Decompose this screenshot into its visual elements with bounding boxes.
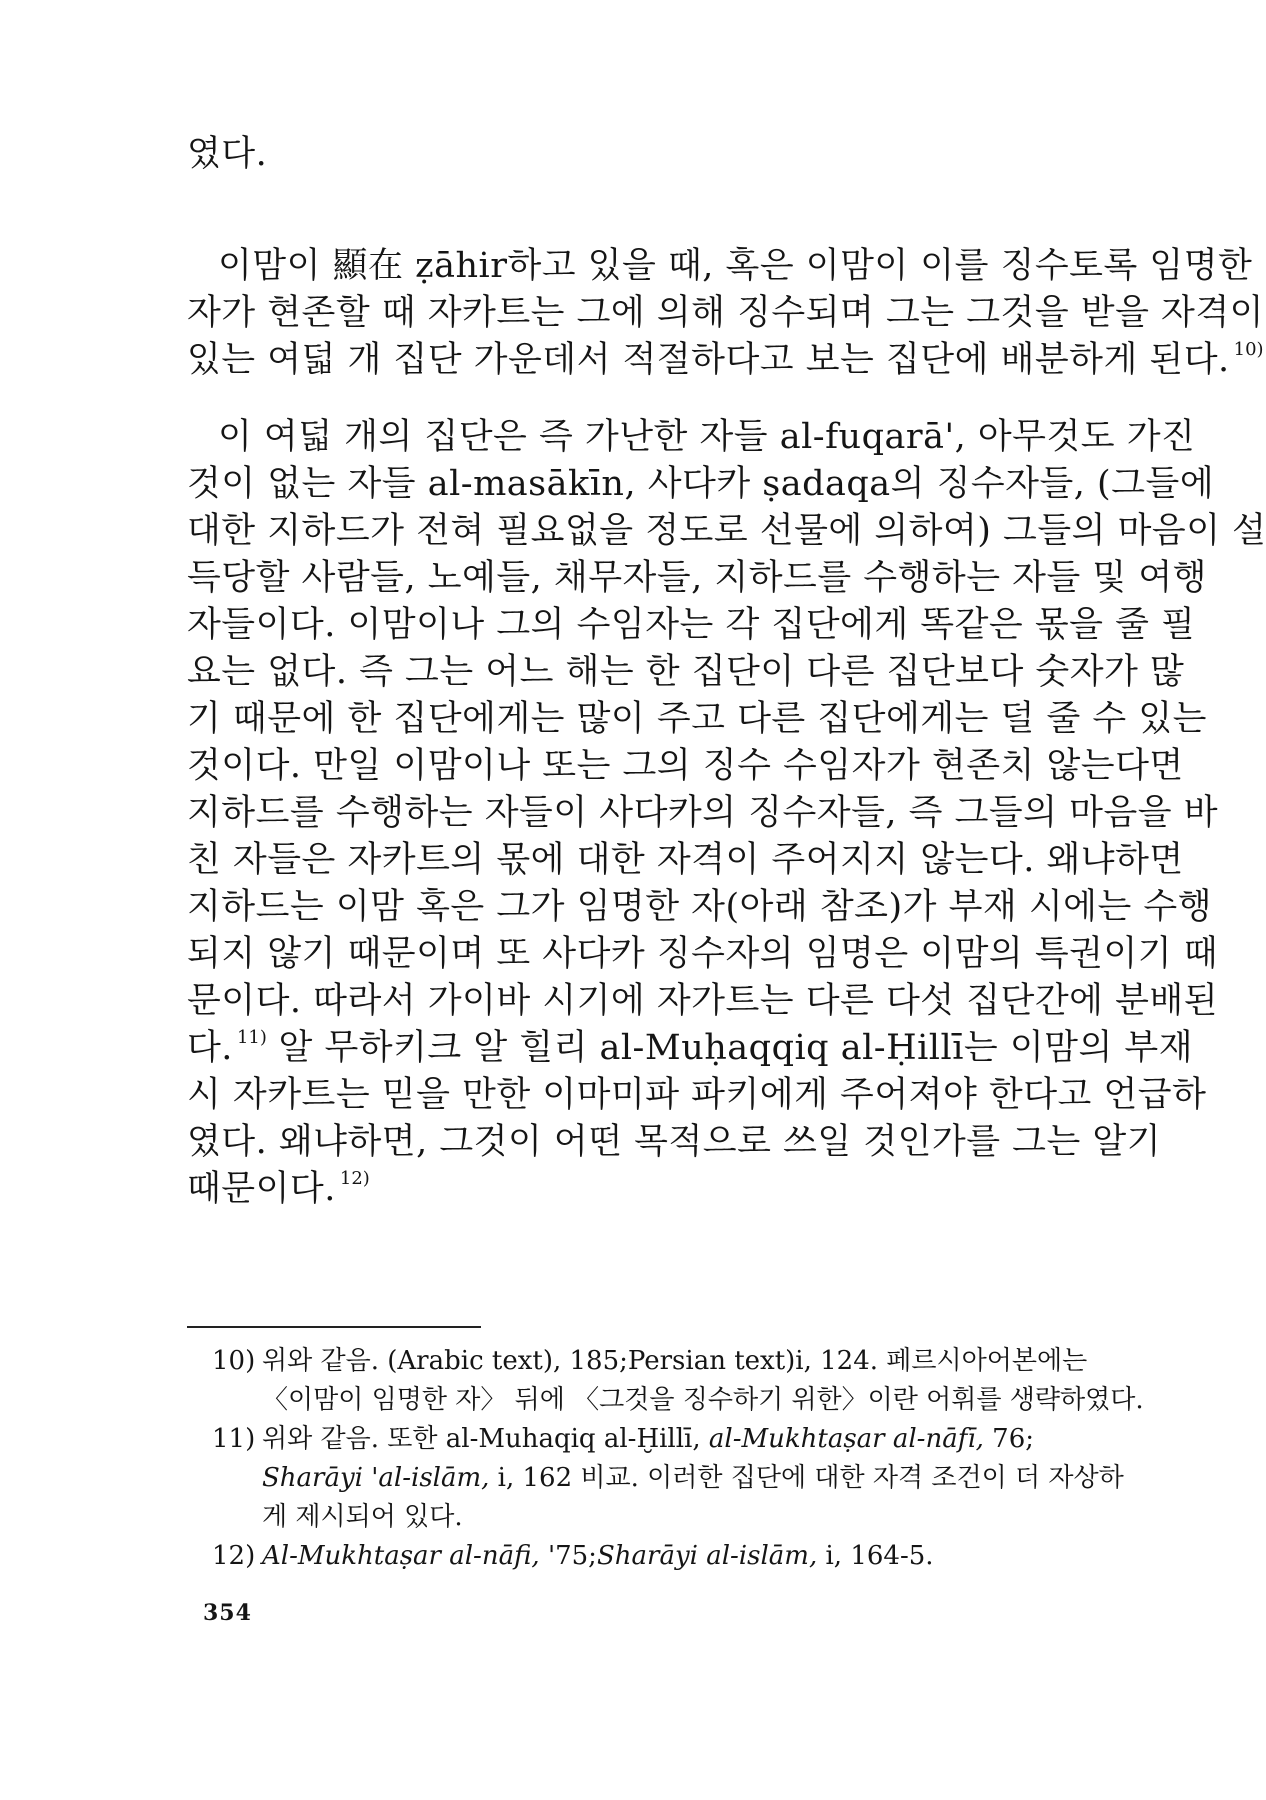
paragraph2-fragment: 다. [187,1028,233,1068]
paragraph2-line: 였다. 왜냐하면, 그것이 어떤 목적으로 쓰일 것인가를 그는 알기 [187,1122,1162,1162]
footnote-text: 위와 같음. 또한 al-Muhaqiq al-Ḫillī, [262,1424,709,1454]
page-number: 354 [203,1600,252,1626]
paragraph2-line: 것이다. 만일 이맘이나 또는 그의 징수 수임자가 현존치 않는다면 [187,746,1184,786]
paragraph2-line: 득당할 사람들, 노예들, 채무자들, 지하드를 수행하는 자들 및 여행 [187,558,1207,598]
paragraph2-line: 지하드는 이맘 혹은 그가 임명한 자(아래 참조)가 부재 시에는 수행 [187,887,1213,927]
footnote-11-line [262,1422,1034,1456]
footnote-text: i, 164-5. [817,1541,934,1571]
footnote-ref-10: 10) [1233,339,1264,360]
footnote-title: al-Mukhtaṣar al-nāfī, [708,1424,984,1454]
footnote-10-line: 〈이맘이 임명한 자〉 뒤에 〈그것을 징수하기 위한〉이란 어휘를 생략하였다. [262,1385,1144,1415]
paragraph1-last-line [187,338,1264,382]
paragraph1-line: 이맘이 顯在 ẓāhir하고 있을 때, 혹은 이맘이 이를 징수토록 임명한 [218,246,1253,286]
paragraph2-line: 요는 없다. 즉 그는 어느 해는 한 집단이 다른 집단보다 숫자가 많 [187,652,1185,692]
paragraph2-line: 이 여덟 개의 집단은 즉 가난한 자들 al-fuqarā', 아무것도 가진 [218,417,1196,457]
paragraph2-fragment: 때문이다. [187,1169,336,1209]
footnote-title: Sharāyi 'al-islām, [262,1463,490,1493]
top-fragment: 였다. [187,134,268,174]
paragraph2-line: 지하드를 수행하는 자들이 사다카의 징수자들, 즉 그들의 마음을 바 [187,793,1219,833]
footnote-text: i, 162 비교. 이러한 집단에 대한 자격 조건이 더 자상하 [489,1463,1124,1493]
paragraph2-line: 자들이다. 이맘이나 그의 수임자는 각 집단에게 똑같은 몫을 줄 필 [187,605,1196,645]
footnote-11-line [262,1461,1124,1495]
paragraph2-line: 문이다. 따라서 가이바 시기에 자가트는 다른 다섯 집단간에 분배된 [187,981,1219,1021]
paragraph2-fragment: 알 무하키크 알 힐리 al-Muḥaqqiq al-Ḥillī는 이맘의 부재 [278,1028,1194,1068]
paragraph2-line: 시 자카트는 믿을 만한 이마미파 파키에게 주어져야 한다고 언급하 [187,1075,1207,1115]
footnote-11-line: 게 제시되어 있다. [262,1502,463,1532]
paragraph1-line: 자가 현존할 때 자카트는 그에 의해 징수되며 그는 그것을 받을 자격이 [187,293,1264,333]
footnote-12-line [262,1539,934,1573]
footnote-text: '75; [539,1541,597,1571]
paragraph2-line: 친 자들은 자카트의 몫에 대한 자격이 주어지지 않는다. 왜냐하면 [187,840,1184,880]
footnote-number: 12) [212,1541,256,1571]
footnote-number: 10) [212,1346,256,1376]
footnote-number: 11) [212,1424,256,1454]
paragraph2-line: 대한 지하드가 전혀 필요없을 정도로 선물에 의하여) 그들의 마음이 설 [187,511,1266,551]
paragraph2-line: 되지 않기 때문이며 또 사다카 징수자의 임명은 이맘의 특권이기 때 [187,934,1219,974]
paragraph1-line: 있는 여덟 개 집단 가운데서 적절하다고 보는 집단에 배분하게 된다. [187,340,1230,380]
footnote-divider [187,1326,481,1328]
paragraph2-line: 기 때문에 한 집단에게는 많이 주고 다른 집단에게는 덜 줄 수 있는 [187,699,1207,739]
paragraph2-line: 것이 없는 자들 al-masākīn, 사다카 ṣadaqa의 징수자들, (그들에 [187,464,1215,504]
footnote-ref-12: 12) [339,1168,370,1189]
paragraph2-last-line [187,1167,370,1211]
footnote-text: 76; [983,1424,1035,1454]
footnote-10-line: 위와 같음. (Arabic text), 185;Persian text)i, 124. 페르시아어본에는 [262,1346,1088,1376]
footnote-ref-11: 11) [236,1027,267,1048]
paragraph2-line-with-note [187,1026,1193,1070]
footnote-title: Al-Mukhtaṣar al-nāfi, [262,1541,540,1571]
footnote-title: Sharāyi al-islām, [596,1541,818,1571]
